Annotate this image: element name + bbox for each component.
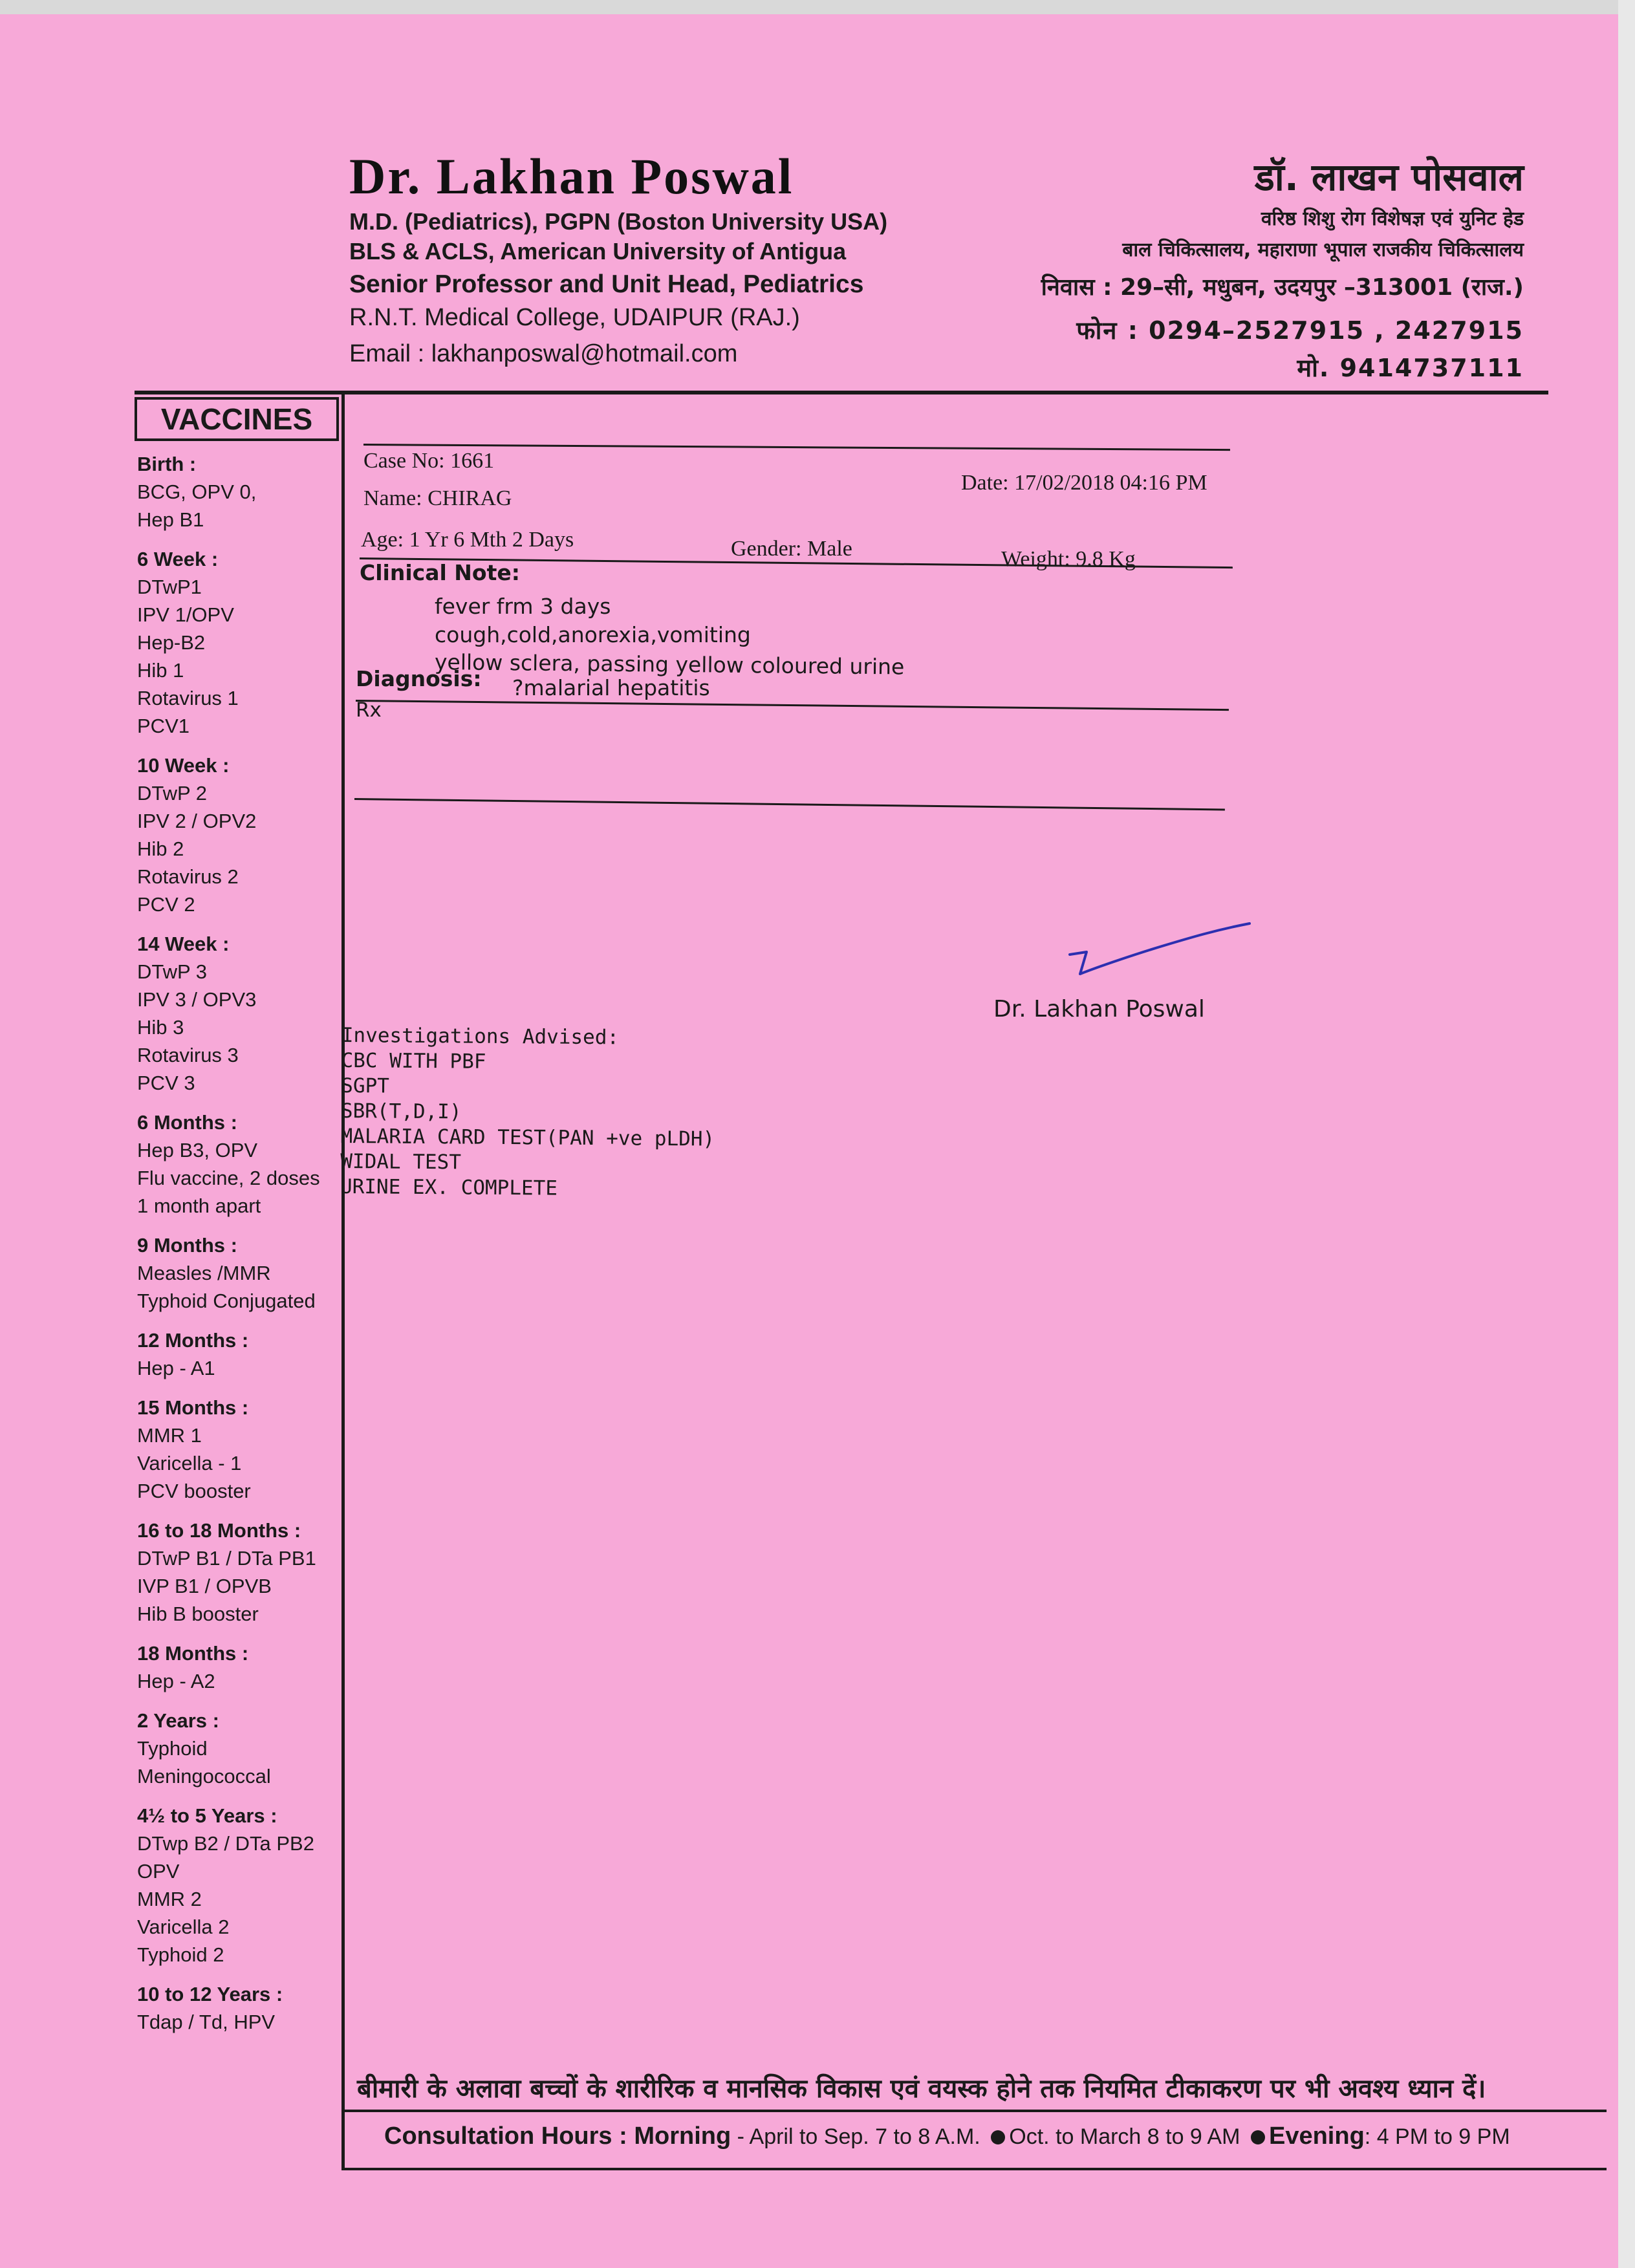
vaccine-item: Hep B1 — [137, 508, 204, 531]
vaccine-item: Flu vaccine, 2 doses — [137, 1167, 320, 1189]
hindi-mobile: मो. 9414737111 — [1297, 354, 1524, 382]
investigations-label: Investigations Advised: — [341, 1024, 620, 1050]
vaccine-item: Hib 2 — [137, 837, 184, 860]
vertical-divider — [341, 391, 345, 2170]
vaccine-group — [137, 450, 338, 534]
vaccine-item: Varicella - 1 — [137, 1452, 242, 1474]
investigation-item: MALARIA CARD TEST(PAN +ve pLDH) — [340, 1124, 715, 1151]
vaccine-item: Hep-B2 — [137, 631, 206, 654]
vaccine-group-heading: 10 Week : — [137, 754, 230, 777]
vaccine-item: OPV — [137, 1860, 180, 1883]
bullet-dot — [1251, 2130, 1265, 2144]
vaccine-item: Hep - A2 — [137, 1670, 215, 1692]
vaccine-schedule-list — [137, 450, 338, 2047]
vaccine-item: MMR 2 — [137, 1888, 202, 1910]
email-line: Email : lakhanposwal@hotmail.com — [349, 340, 738, 367]
vaccine-group — [137, 1802, 338, 1969]
footer-rule-bottom — [341, 2168, 1607, 2170]
hindi-line-1: वरिष्ठ शिशु रोग विशेषज्ञ एवं युनिट हेड — [1261, 208, 1524, 230]
morning-time-2: Oct. to March 8 to 9 AM — [1009, 2124, 1240, 2149]
rx-bottom-line — [354, 798, 1225, 810]
investigations-block — [340, 1023, 716, 1203]
investigation-item: URINE EX. COMPLETE — [340, 1174, 558, 1200]
patient-name: Name: CHIRAG — [363, 486, 512, 510]
clinical-note-3: yellow sclera, passing yellow coloured urine — [434, 649, 905, 680]
vaccine-group-heading: 16 to 18 Months : — [137, 1519, 301, 1542]
vaccine-item: PCV 3 — [137, 1072, 195, 1094]
vaccine-group-heading: Birth : — [137, 453, 197, 475]
evening-label: Evening — [1268, 2122, 1365, 2150]
vaccine-group-heading: 14 Week : — [137, 933, 230, 955]
patient-weight: Weight: 9.8 Kg — [1001, 547, 1136, 571]
vaccine-item: DTwp B2 / DTa PB2 — [137, 1832, 314, 1855]
vaccine-group-heading: 10 to 12 Years : — [137, 1983, 283, 2005]
diagnosis-label: Diagnosis: — [356, 666, 482, 691]
footer-rule-top — [341, 2110, 1607, 2112]
vaccine-item: Rotavirus 3 — [137, 1044, 239, 1066]
signature-stroke — [1070, 923, 1250, 974]
rx-label: Rx — [356, 698, 382, 722]
vaccine-group — [137, 1231, 338, 1315]
vaccine-item: BCG, OPV 0, — [137, 481, 257, 503]
investigation-item: WIDAL TEST — [340, 1149, 462, 1174]
scan-right-edge — [1618, 0, 1635, 2268]
bullet-dot — [991, 2130, 1005, 2144]
vaccine-item: Rotavirus 1 — [137, 687, 239, 709]
vaccine-group-heading: 18 Months : — [137, 1642, 249, 1665]
investigation-item: SGPT — [341, 1074, 390, 1098]
vaccine-item: IPV 2 / OPV2 — [137, 810, 257, 832]
hours-label: Consultation Hours : — [384, 2122, 627, 2150]
clinical-note-1: fever frm 3 days — [435, 594, 611, 619]
diagnosis-line — [356, 700, 1229, 711]
clinical-note-2: cough,cold,anorexia,vomiting — [435, 622, 751, 647]
investigation-item: SBR(T,D,I) — [340, 1099, 462, 1124]
hindi-doctor-name: डॉ. लाखन पोसवाल — [1254, 155, 1524, 199]
credential-line-4: R.N.T. Medical College, UDAIPUR (RAJ.) — [349, 304, 800, 331]
vaccine-group-heading: 12 Months : — [137, 1329, 249, 1352]
vaccine-group — [137, 1707, 338, 1790]
vaccine-item: Rotavirus 2 — [137, 865, 239, 888]
vaccine-item: Tdap / Td, HPV — [137, 2011, 276, 2033]
morning-time-1: - April to Sep. 7 to 8 A.M. — [731, 2124, 980, 2149]
vaccine-item: 1 month apart — [137, 1194, 261, 1217]
vaccine-item: Typhoid — [137, 1737, 208, 1760]
hindi-address: निवास : 29–सी, मधुबन, उदयपुर –313001 (राज.) — [1041, 274, 1524, 301]
vaccine-group-heading: 2 Years : — [137, 1709, 219, 1732]
vaccine-group — [137, 751, 338, 918]
vaccine-item: IPV 3 / OPV3 — [137, 988, 257, 1011]
vaccine-item: Hep B3, OPV — [137, 1139, 258, 1161]
vaccine-item: DTwP 3 — [137, 960, 207, 983]
vaccine-item: Typhoid Conjugated — [137, 1290, 316, 1312]
visit-date: Date: 17/02/2018 04:16 PM — [961, 471, 1207, 495]
patient-gender: Gender: Male — [731, 537, 852, 561]
vaccine-item: DTwP 2 — [137, 782, 207, 805]
clinical-note-label: Clinical Note: — [360, 560, 520, 585]
vaccine-item: MMR 1 — [137, 1424, 202, 1447]
vaccine-item: DTwP1 — [137, 576, 202, 598]
vaccine-group-heading: 15 Months : — [137, 1396, 249, 1419]
vaccine-item: Measles /MMR — [137, 1262, 271, 1284]
vaccine-item: PCV1 — [137, 715, 189, 737]
vaccine-group-heading: 9 Months : — [137, 1234, 237, 1257]
scan-top-edge — [0, 0, 1635, 14]
vaccine-group-heading: 4½ to 5 Years : — [137, 1804, 277, 1827]
investigation-item: CBC WITH PBF — [341, 1048, 486, 1074]
signature-mark — [1061, 921, 1255, 999]
credential-line-2: BLS & ACLS, American University of Antigua — [349, 238, 847, 265]
patient-age: Age: 1 Yr 6 Mth 2 Days — [361, 528, 574, 552]
doctor-name: Dr. Lakhan Poswal — [349, 148, 794, 204]
vaccine-item: Typhoid 2 — [137, 1943, 224, 1966]
vaccine-group — [137, 1639, 338, 1695]
vaccine-group — [137, 1517, 338, 1628]
vaccine-item: Hib B booster — [137, 1603, 259, 1625]
credential-line-3: Senior Professor and Unit Head, Pediatrics — [349, 270, 864, 298]
vaccine-item: PCV 2 — [137, 893, 195, 916]
consultation-hours — [384, 2122, 1510, 2150]
vaccine-group-heading: 6 Months : — [137, 1111, 237, 1134]
vaccine-group — [137, 1394, 338, 1505]
vaccine-group — [137, 1108, 338, 1220]
vaccines-title: VACCINES — [135, 397, 339, 441]
vaccine-group — [137, 1980, 338, 2036]
vaccine-item: PCV booster — [137, 1480, 251, 1502]
vaccine-item: Varicella 2 — [137, 1916, 230, 1938]
credential-line-1: M.D. (Pediatrics), PGPN (Boston University USA) — [349, 208, 888, 235]
footer-hindi-note: बीमारी के अलावा बच्चों के शारीरिक व मानसिक विकास एवं वयस्क होने तक नियमित टीकाकरण पर भी अवश्य ध्यान दें। — [357, 2074, 1486, 2104]
vaccine-item: Hib 1 — [137, 659, 184, 682]
signature-name: Dr. Lakhan Poswal — [993, 996, 1205, 1022]
header-rule — [135, 391, 1548, 394]
vaccine-group-heading: 6 Week : — [137, 548, 219, 570]
vaccine-group — [137, 545, 338, 740]
evening-time: : 4 PM to 9 PM — [1364, 2124, 1510, 2149]
case-number: Case No: 1661 — [363, 449, 495, 473]
vaccine-item: IPV 1/OPV — [137, 603, 234, 626]
vaccine-item: DTwP B1 / DTa PB1 — [137, 1547, 316, 1570]
hindi-phone: फोन : 0294–2527915 , 2427915 — [1076, 316, 1524, 345]
vaccine-item: Meningococcal — [137, 1765, 271, 1787]
vaccine-item: IVP B1 / OPVB — [137, 1575, 272, 1597]
morning-label: Morning — [634, 2122, 731, 2150]
diagnosis-value: ?malarial hepatitis — [512, 675, 710, 700]
vaccine-item: Hib 3 — [137, 1016, 184, 1039]
vaccine-group — [137, 1326, 338, 1382]
vaccine-item: Hep - A1 — [137, 1357, 215, 1379]
hindi-line-2: बाल चिकित्सालय, महाराणा भूपाल राजकीय चिकित्सालय — [1122, 239, 1524, 261]
vaccine-group — [137, 930, 338, 1097]
